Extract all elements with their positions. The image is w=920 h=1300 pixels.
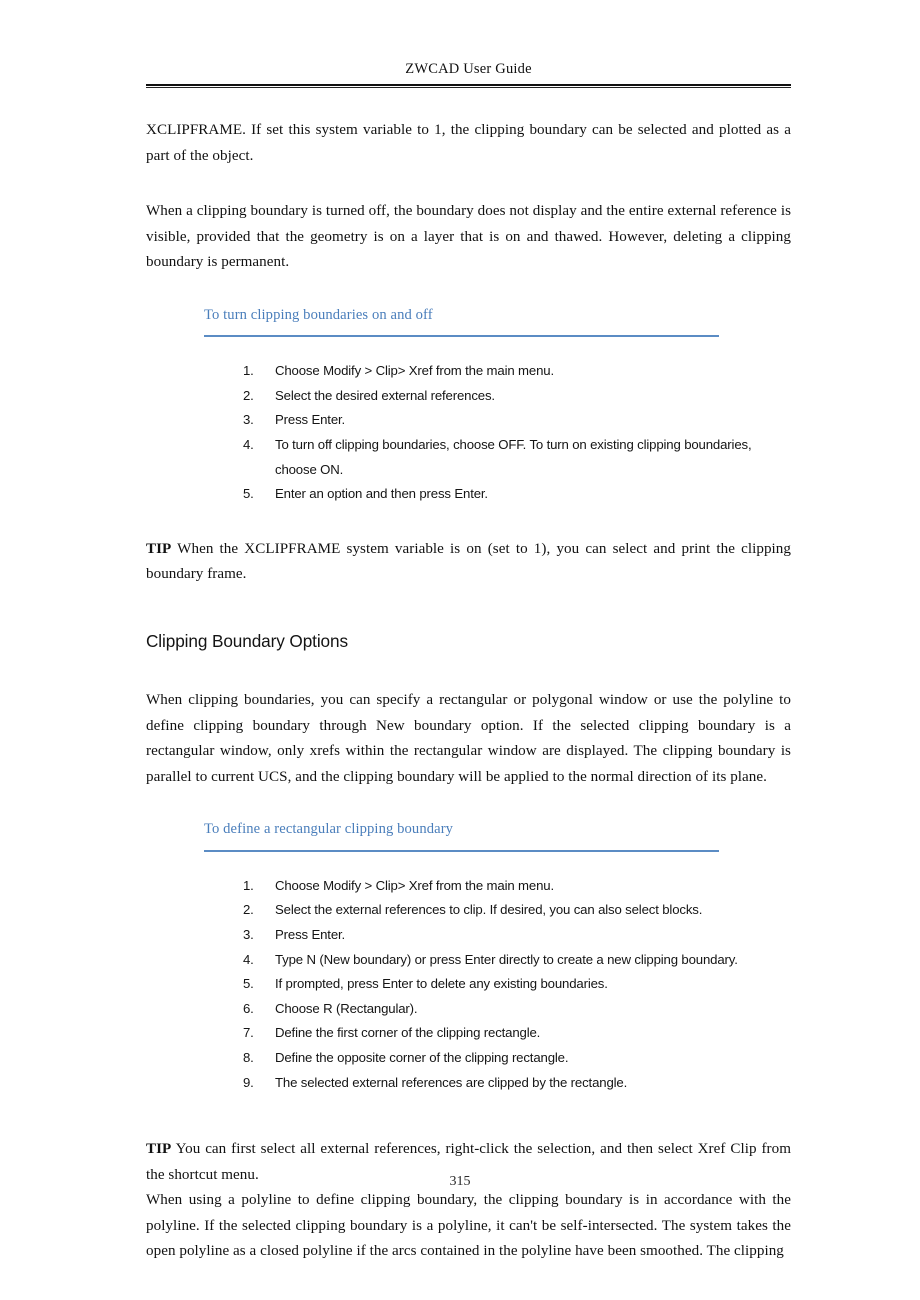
spacer	[146, 852, 791, 874]
list-item-number: 2.	[243, 902, 254, 918]
list-item-text: Press Enter.	[275, 926, 346, 942]
tip-label: TIP	[146, 540, 172, 557]
spacer	[146, 618, 791, 630]
list-item	[243, 1071, 788, 1096]
spacer	[146, 276, 791, 306]
list-item-text: Enter an option and then press Enter.	[275, 486, 488, 502]
procedure-one-heading: To turn clipping boundaries on and off	[204, 306, 433, 323]
list-item-text: Choose Modify > Clip> Xref from the main menu.	[275, 877, 554, 893]
header-title: ZWCAD User Guide	[405, 61, 532, 77]
list-item-text: Select the desired external references.	[275, 387, 495, 403]
list-item	[243, 948, 788, 973]
procedure-one-heading-block	[204, 306, 719, 338]
spacer	[146, 1095, 791, 1125]
spacer	[146, 1125, 791, 1137]
list-item-number: 1.	[243, 363, 254, 379]
list-item	[243, 1021, 788, 1046]
list-item-text: Type N (New boundary) or press Enter directly to create a new clipping boundary.	[275, 951, 738, 967]
spacer	[146, 652, 791, 682]
page-content	[146, 118, 791, 1265]
paragraph-xclipframe: XCLIPFRAME. If set this system variable to 1, the clipping boundary can be selected and plotted as a part of the object.	[146, 122, 791, 164]
list-item-text: Choose Modify > Clip> Xref from the main menu.	[275, 363, 554, 379]
list-item-number: 4.	[243, 436, 254, 452]
paragraph-polyline: When using a polyline to define clipping boundary, the clipping boundary is in accordance with the polyline. If the selected clipping boundary is a polyline, it can't be self-intersected. The system takes the open polyline as a closed polyline if the arcs contained in the polyline have been smoothed. The clipping	[146, 1192, 791, 1260]
list-item	[243, 898, 788, 923]
spacer	[146, 337, 791, 359]
list-item-text: Choose R (Rectangular).	[275, 1000, 418, 1016]
spacer	[146, 507, 791, 537]
running-header	[146, 62, 791, 88]
list-item-number: 8.	[243, 1049, 254, 1065]
tip-paragraph-one	[146, 537, 791, 588]
list-item-number: 1.	[243, 877, 254, 893]
list-item-text: Define the opposite corner of the clipping rectangle.	[275, 1049, 569, 1065]
paragraph-clipping-options: When clipping boundaries, you can specify a rectangular or polygonal window or use the polyline to define clipping boundary through New boundary option. If the selected clipping boundary is a rectangular window, only xrefs within the rectangular window are displayed. The clipping boundary is parallel to current UCS, and the clipping boundary will be applied to the normal direction of its plane.	[146, 692, 791, 785]
list-item	[243, 359, 788, 384]
list-item-number: 3.	[243, 926, 254, 942]
list-item	[243, 408, 788, 433]
page-footer	[0, 1172, 920, 1190]
list-item	[243, 923, 788, 948]
tip-label: TIP	[146, 1141, 172, 1158]
list-item-number: 5.	[243, 976, 254, 992]
spacer	[146, 588, 791, 618]
list-item	[243, 433, 788, 482]
list-item-number: 3.	[243, 412, 254, 428]
header-rule-thick	[146, 84, 791, 86]
procedure-one-steps	[243, 359, 788, 507]
paragraph-clipping-turned-off: When a clipping boundary is turned off, the boundary does not display and the entire external reference is visible, provided that the geometry is on a layer that is on and thawed. However, deleting a clipping boundary is permanent.	[146, 203, 791, 270]
spacer	[146, 790, 791, 820]
procedure-two-steps	[243, 874, 788, 1095]
list-item-text: Select the external references to clip. If desired, you can also select blocks.	[275, 902, 703, 918]
list-item-text: To turn off clipping boundaries, choose OFF. To turn on existing clipping boundaries, choose ON.	[275, 436, 752, 477]
procedure-two-heading: To define a rectangular clipping boundary	[204, 821, 454, 838]
page-number: 315	[449, 1174, 471, 1189]
list-item-text: If prompted, press Enter to delete any existing boundaries.	[275, 976, 608, 992]
list-item-number: 7.	[243, 1025, 254, 1041]
list-item	[243, 972, 788, 997]
list-item	[243, 1046, 788, 1071]
list-item-text: Define the first corner of the clipping rectangle.	[275, 1025, 541, 1041]
list-item-number: 2.	[243, 387, 254, 403]
section-heading: Clipping Boundary Options	[146, 630, 348, 651]
list-item-number: 6.	[243, 1000, 254, 1016]
procedure-two-heading-block	[204, 820, 719, 852]
list-item	[243, 384, 788, 409]
list-item	[243, 997, 788, 1022]
list-item-text: Press Enter.	[275, 412, 346, 428]
header-rule-thin	[146, 87, 791, 88]
spacer	[146, 169, 791, 199]
list-item-number: 4.	[243, 951, 254, 967]
list-item	[243, 874, 788, 899]
list-item-text: The selected external references are clipped by the rectangle.	[275, 1074, 628, 1090]
list-item	[243, 482, 788, 507]
tip-text: When the XCLIPFRAME system variable is on (set to 1), you can select and print the clipping boundary frame.	[146, 540, 791, 583]
tip-text: You can first select all external references, right-click the selection, and then select Xref Clip from the shortcut menu.	[146, 1141, 791, 1183]
list-item-number: 9.	[243, 1074, 254, 1090]
list-item-number: 5.	[243, 486, 254, 502]
